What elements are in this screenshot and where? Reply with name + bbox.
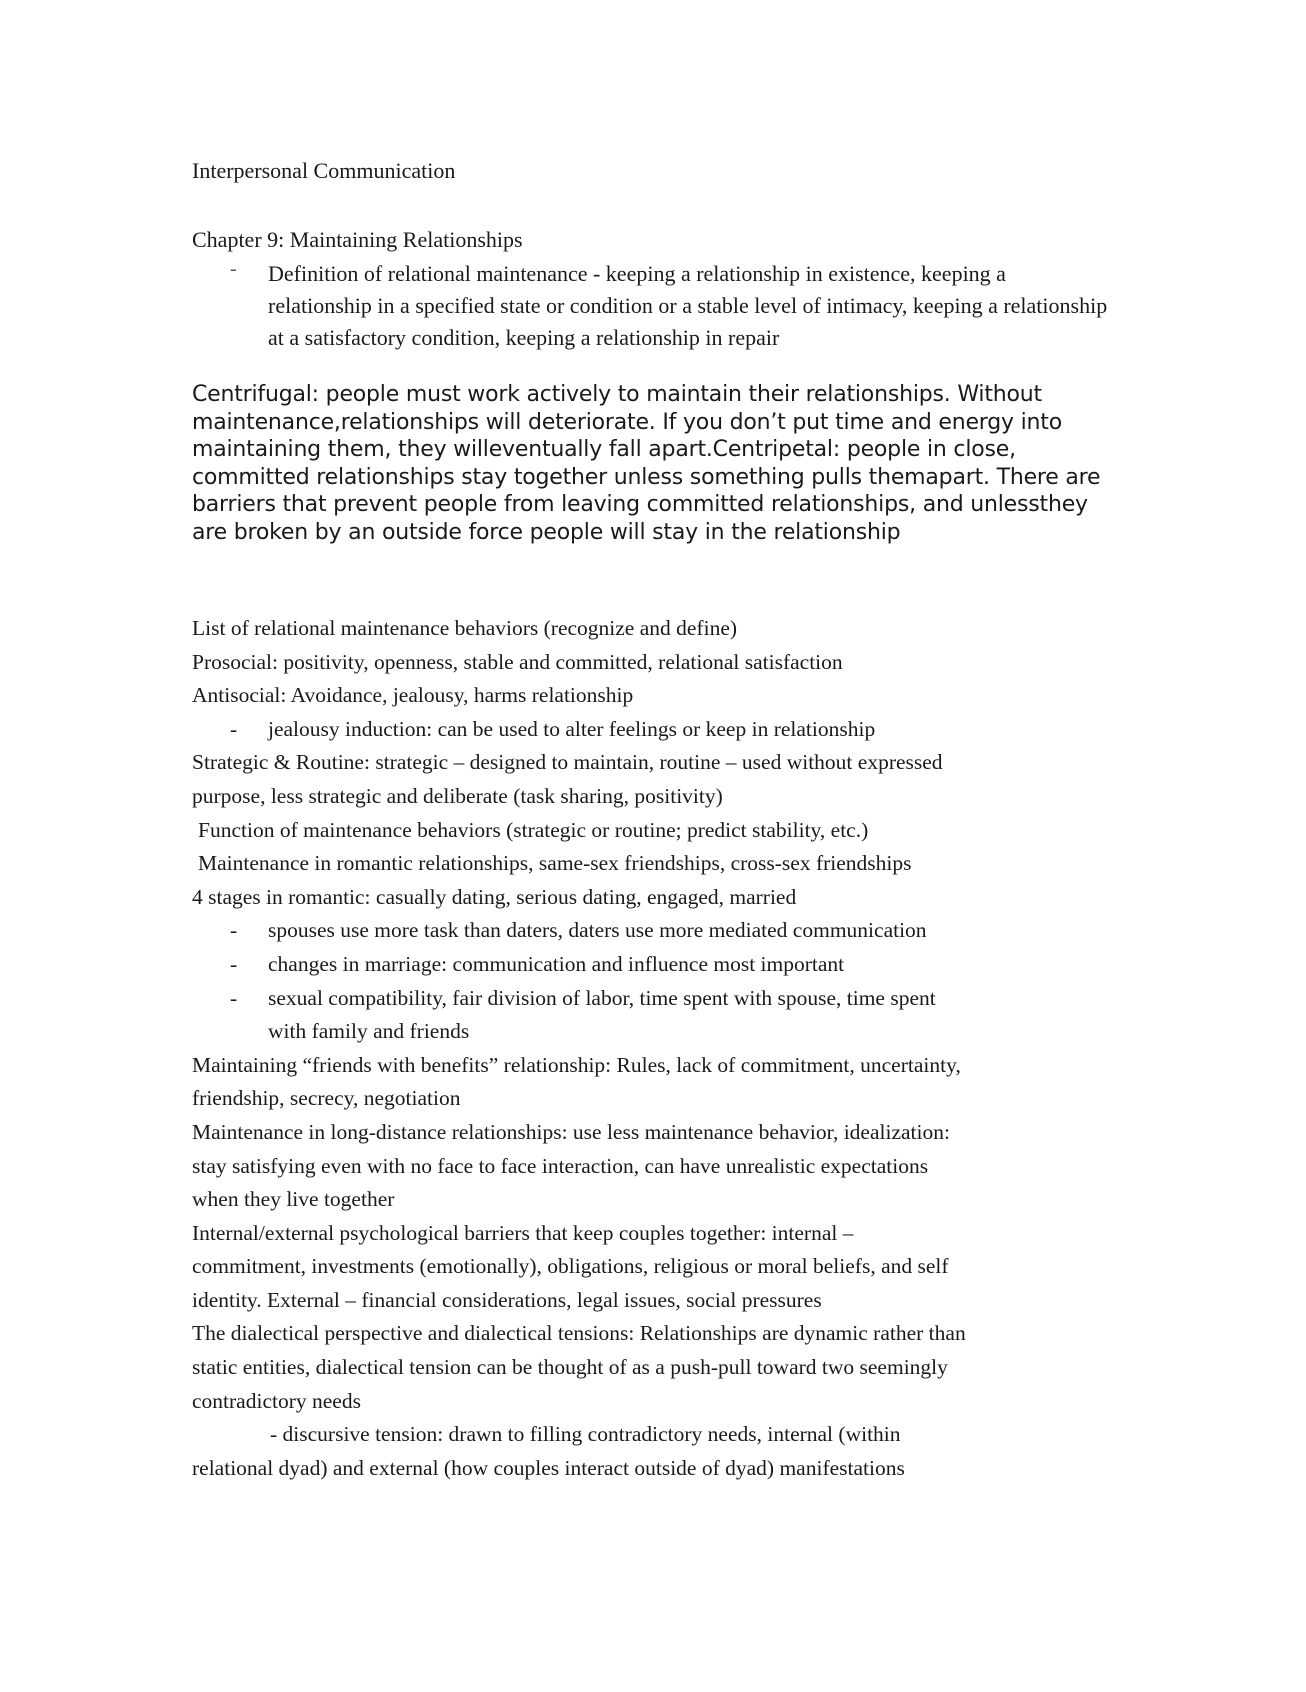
bullet-dash: -: [230, 918, 238, 943]
antisocial-bullet: [192, 713, 1112, 747]
function-line: Function of maintenance behaviors (strategic or routine; predict stability, etc.): [198, 817, 869, 842]
stages-line: 4 stages in romantic: casually dating, serious dating, engaged, married: [192, 884, 797, 909]
stage-bullet-continuation: [192, 1015, 1112, 1049]
bullet-text: with family and friends: [268, 1019, 470, 1044]
bullet-dash: -: [230, 258, 237, 280]
antisocial-line: Antisocial: Avoidance, jealousy, harms relationship: [192, 683, 634, 708]
bullet-dash: -: [230, 951, 238, 976]
centrifugal-paragraph: Centrifugal: people must work actively to maintain their relationships. Without maintenance,relationships will deteriorate. If you don’t put time and energy into maintaining them, they willeventually fall apart.Centripetal: people in close, committed relationships stay together unless something pulls themapart. There are barriers that prevent people from leaving committed relationships, and unlessthey are broken by an outside force people will stay in the relationship: [192, 382, 1101, 545]
discursive-line-1: - discursive tension: drawn to filling contradictory needs, internal (within: [270, 1422, 901, 1447]
definition-text: Definition of relational maintenance - keeping a relationship in existence, keeping a relationship in a specified state or condition or a stable level of intimacy, keeping a relationship at a satisfactory condition, keeping a relationship in repair: [268, 261, 1108, 350]
long-distance-line-2: stay satisfying even with no face to face interaction, can have unrealistic expectations: [192, 1153, 929, 1178]
bullet-text: sexual compatibility, fair division of labor, time spent with spouse, time spent: [268, 985, 936, 1010]
prosocial-line: Prosocial: positivity, openness, stable and committed, relational satisfaction: [192, 649, 843, 674]
long-distance-line-3: when they live together: [192, 1187, 395, 1212]
chapter-heading: Chapter 9: Maintaining Relationships: [192, 227, 523, 252]
fwb-line-2: friendship, secrecy, negotiation: [192, 1086, 461, 1111]
stage-bullet: [192, 948, 1112, 982]
bullet-text: spouses use more task than daters, daters use more mediated communication: [268, 918, 927, 943]
maintenance-notes: [192, 612, 1112, 1485]
stage-bullet: [192, 914, 1112, 948]
bullet-dash: -: [230, 985, 238, 1010]
fwb-line-1: Maintaining “friends with benefits” relationship: Rules, lack of commitment, uncertainty,: [192, 1052, 961, 1077]
dialectical-line-2: static entities, dialectical tension can be thought of as a push-pull toward two seemingly: [192, 1355, 948, 1380]
discursive-line-2: relational dyad) and external (how couples interact outside of dyad) manifestations: [192, 1455, 905, 1480]
barriers-line-3: identity. External – financial considerations, legal issues, social pressures: [192, 1287, 822, 1312]
dialectical-line-1: The dialectical perspective and dialectical tensions: Relationships are dynamic rather than: [192, 1321, 966, 1346]
maintenance-romantic-line: Maintenance in romantic relationships, same-sex friendships, cross-sex friendships: [198, 851, 912, 876]
document-title: Interpersonal Communication: [192, 158, 456, 183]
stage-bullet: [192, 982, 1112, 1016]
list-heading: List of relational maintenance behaviors (recognize and define): [192, 616, 738, 640]
bullet-text: jealousy induction: can be used to alter feelings or keep in relationship: [268, 716, 876, 741]
dialectical-line-3: contradictory needs: [192, 1388, 361, 1413]
bullet-text: changes in marriage: communication and influence most important: [268, 951, 845, 976]
long-distance-line-1: Maintenance in long-distance relationships: use less maintenance behavior, idealization:: [192, 1119, 950, 1144]
strategic-line-1: Strategic & Routine: strategic – designed to maintain, routine – used without expressed: [192, 750, 943, 775]
barriers-line-1: Internal/external psychological barriers that keep couples together: internal –: [192, 1220, 854, 1245]
barriers-line-2: commitment, investments (emotionally), obligations, religious or moral beliefs, and self: [192, 1254, 949, 1279]
bullet-dash: -: [230, 716, 238, 741]
strategic-line-2: purpose, less strategic and deliberate (task sharing, positivity): [192, 783, 723, 808]
